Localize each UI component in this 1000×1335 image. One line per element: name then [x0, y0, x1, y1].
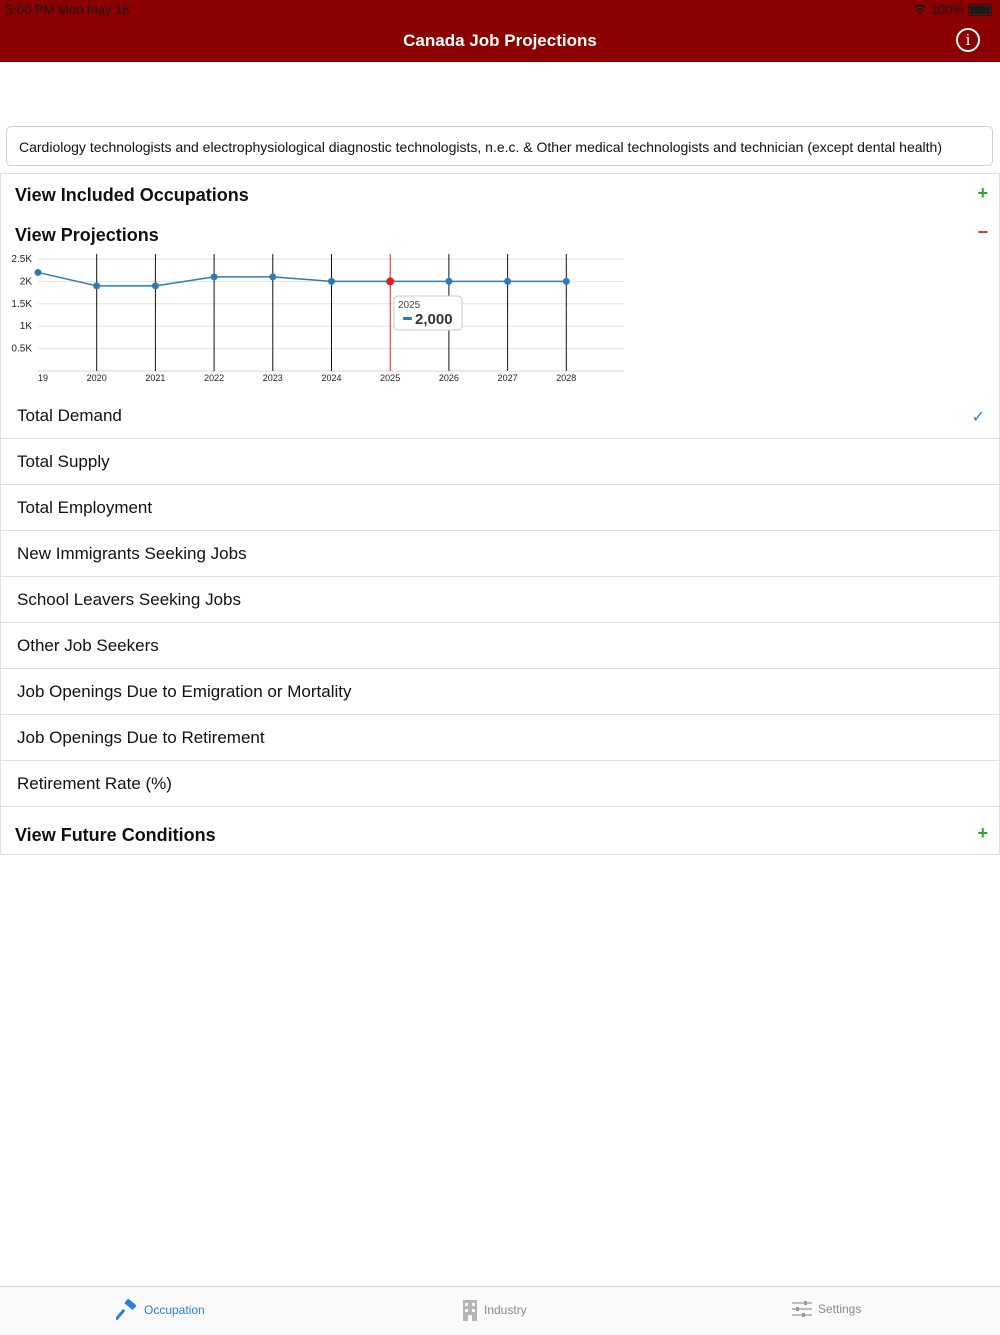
occupation-field[interactable]: Cardiology technologists and electrophysiological diagnostic technologists, n.e.c. & Other medical technologists and technician (except dental health)	[6, 126, 993, 166]
status-time: 5:00 PM Mon May 18	[6, 2, 130, 17]
option-row[interactable]	[0, 485, 1000, 531]
tab-occupation-label: Occupation	[144, 1303, 205, 1317]
option-row[interactable]	[0, 439, 1000, 485]
page-title: Canada Job Projections	[403, 31, 597, 50]
expand-future-button[interactable]: +	[977, 823, 988, 843]
tab-industry[interactable]	[462, 1299, 527, 1321]
series-line-total-demand	[38, 272, 566, 285]
option-label: Total Demand	[17, 406, 122, 425]
info-button[interactable]	[956, 28, 980, 52]
tab-settings[interactable]	[792, 1299, 861, 1319]
tooltip-year: 2025	[398, 300, 421, 311]
option-row[interactable]	[0, 531, 1000, 577]
included-occupations-header[interactable]: View Included Occupations	[15, 185, 249, 205]
x-tick-label: 2028	[556, 373, 577, 383]
x-tick-label: 2022	[204, 373, 225, 383]
option-row[interactable]	[0, 577, 1000, 623]
tooltip-value: 2,000	[415, 311, 453, 328]
status-bar	[0, 0, 1000, 20]
y-tick-label: 1.5K	[11, 298, 32, 310]
chart-vertical-lines	[97, 254, 567, 371]
projections-header[interactable]: View Projections	[15, 225, 159, 245]
sliders-icon	[792, 1299, 812, 1319]
wifi-icon	[913, 4, 927, 15]
y-tick-label: 1K	[19, 321, 32, 333]
chart-tooltip	[394, 296, 462, 330]
x-tick-label: 2023	[262, 373, 283, 383]
chart-y-labels	[11, 254, 32, 355]
y-tick-label: 2.5K	[11, 254, 32, 265]
building-icon	[462, 1299, 478, 1321]
tab-occupation[interactable]	[116, 1299, 205, 1321]
data-point	[211, 273, 218, 280]
data-point	[35, 269, 42, 276]
tab-settings-label: Settings	[818, 1302, 862, 1316]
projection-chart	[0, 248, 640, 388]
option-label: Retirement Rate (%)	[17, 774, 172, 793]
x-tick-label: 2025	[380, 373, 401, 383]
option-row[interactable]	[0, 393, 1000, 439]
x-tick-label: 2020	[86, 373, 107, 383]
x-tick-label: 2026	[438, 373, 459, 383]
collapse-projections-button[interactable]: −	[977, 222, 988, 242]
option-label: School Leavers Seeking Jobs	[17, 590, 241, 609]
x-tick-label: 2021	[145, 373, 166, 383]
option-label: Total Supply	[17, 452, 110, 471]
option-label: Total Employment	[17, 498, 153, 517]
option-label: Other Job Seekers	[17, 636, 159, 655]
hammer-icon	[116, 1299, 138, 1321]
nav-bar	[0, 20, 1000, 62]
data-point	[93, 282, 100, 289]
option-label: Job Openings Due to Emigration or Mortality	[17, 682, 352, 701]
option-row[interactable]	[0, 623, 1000, 669]
y-tick-label: 2K	[19, 276, 32, 288]
tab-bar	[0, 1286, 1000, 1335]
data-point	[328, 278, 335, 285]
data-point	[504, 278, 511, 285]
x-tick-label: 2027	[497, 373, 518, 383]
info-icon: i	[965, 31, 971, 49]
status-right	[913, 2, 992, 17]
tab-industry-label: Industry	[484, 1303, 527, 1317]
data-point	[386, 277, 394, 285]
data-point	[152, 282, 159, 289]
option-row[interactable]	[0, 761, 1000, 807]
data-point	[269, 273, 276, 280]
battery-icon	[968, 4, 992, 16]
x-tick-label: 19	[37, 373, 49, 383]
checkmark-icon: ✓	[971, 409, 985, 426]
data-point	[445, 278, 452, 285]
option-row[interactable]	[0, 669, 1000, 715]
future-conditions-header[interactable]: View Future Conditions	[15, 825, 216, 845]
option-label: New Immigrants Seeking Jobs	[17, 544, 247, 563]
x-tick-label: 2024	[321, 373, 342, 383]
chart-x-labels	[38, 373, 576, 383]
data-point	[563, 278, 570, 285]
tooltip-swatch	[403, 317, 412, 320]
option-row[interactable]	[0, 715, 1000, 761]
metric-options-list	[0, 393, 1000, 807]
battery-percent: 100%	[930, 2, 964, 17]
expand-included-button[interactable]: +	[977, 183, 988, 203]
option-label: Job Openings Due to Retirement	[17, 728, 265, 747]
y-tick-label: 0.5K	[11, 343, 32, 355]
